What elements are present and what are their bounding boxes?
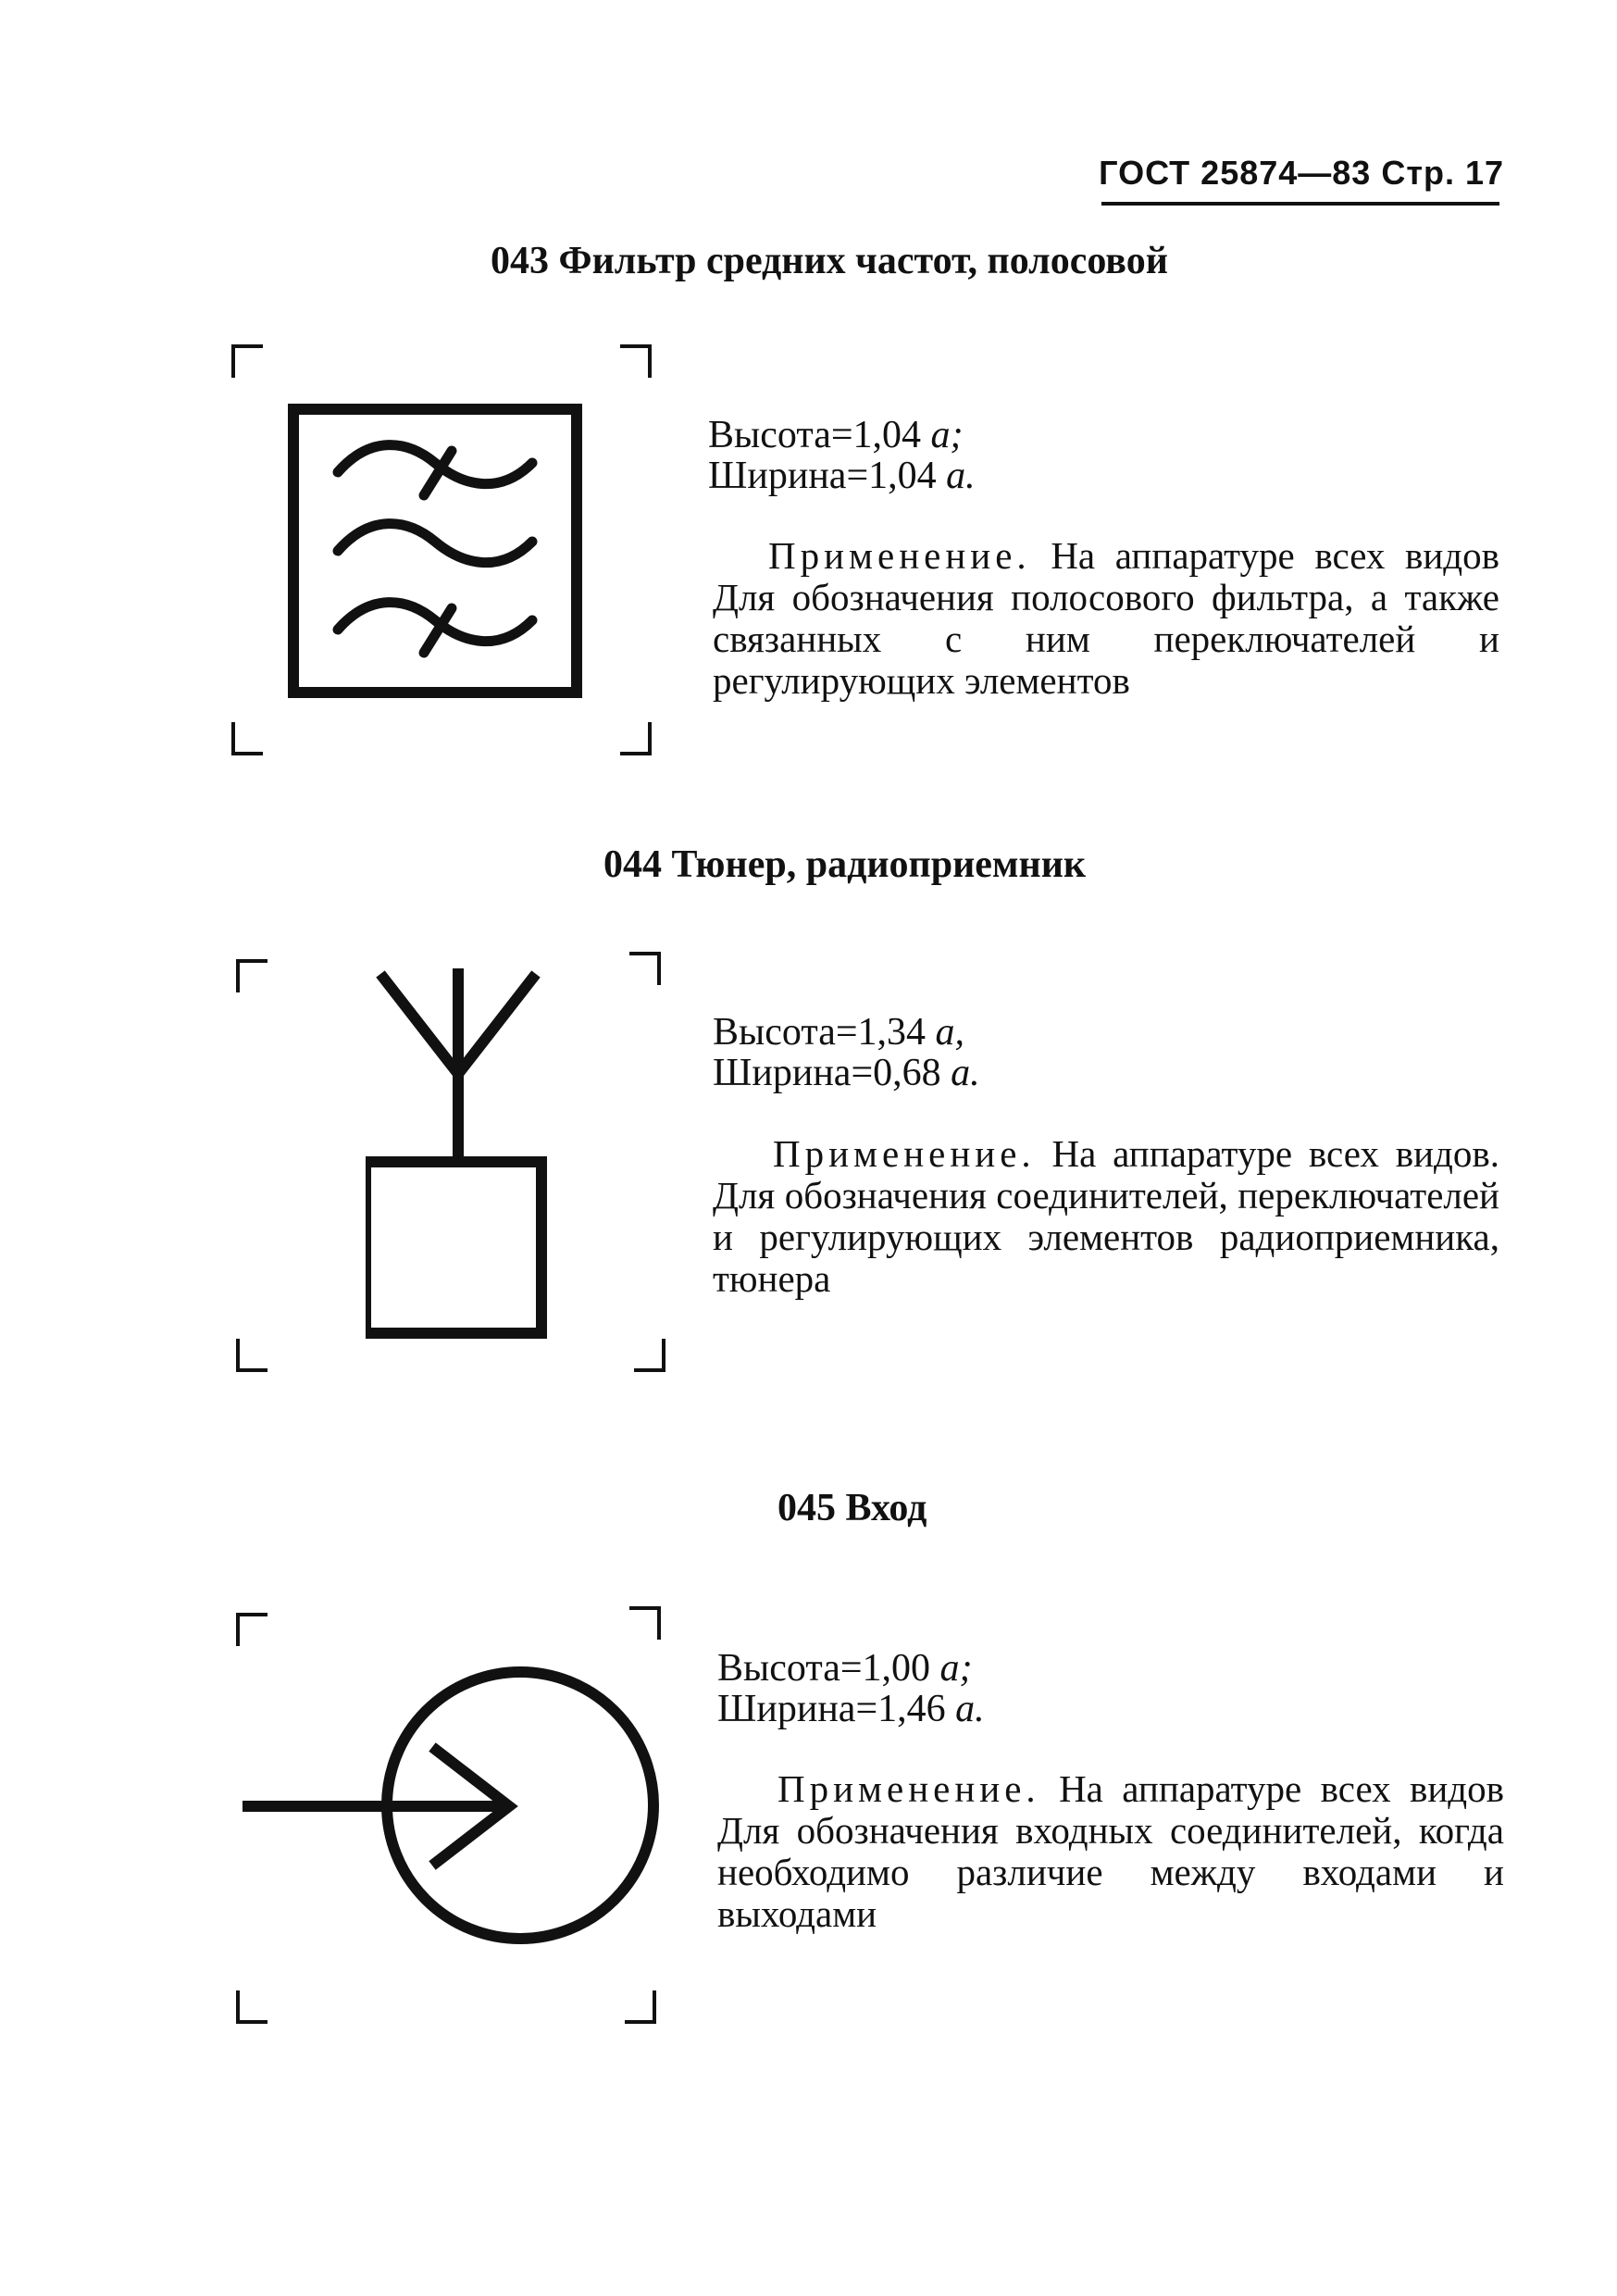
param-unit: a; xyxy=(939,1647,973,1690)
param-unit: a. xyxy=(955,1688,985,1730)
height-param-043: Высота=1,04 a; xyxy=(708,414,964,456)
crop-mark-top-right xyxy=(620,344,652,378)
bandpass-filter-icon xyxy=(278,393,592,708)
height-param-044: Высота=1,34 a, xyxy=(713,1011,965,1054)
param-label: Ширина xyxy=(717,1688,856,1730)
param-label: Ширина xyxy=(713,1052,852,1094)
param-label: Высота xyxy=(717,1647,840,1690)
usage-label: Применение. xyxy=(768,534,1031,577)
width-param-043: Ширина=1,04 a. xyxy=(708,455,976,497)
crop-mark-top-right xyxy=(629,1606,661,1640)
usage-text-043 xyxy=(713,535,1499,702)
param-unit: a. xyxy=(951,1052,980,1094)
param-label: Ширина xyxy=(708,455,847,497)
usage-body: На аппаратуре всех видов Для обозначения полосового фильтра, а также связанных с ним переключателей и регулирующих элементов xyxy=(713,534,1500,702)
param-value: 0,68 xyxy=(873,1052,941,1094)
crop-mark-bottom-left xyxy=(236,1990,267,2024)
usage-label: Применение. xyxy=(773,1132,1036,1175)
crop-mark-bottom-right xyxy=(625,1990,656,2024)
crop-mark-bottom-right xyxy=(620,722,652,755)
crop-mark-top-right xyxy=(629,952,661,985)
usage-body: На аппаратуре всех видов Для обозначения входных соединителей, когда необходимо различие между входами и выходами xyxy=(717,1767,1505,1935)
crop-mark-bottom-left xyxy=(236,1339,267,1372)
param-value: 1,04 xyxy=(852,414,922,456)
section-title-045: 045 Вход xyxy=(777,1487,927,1529)
width-param-044: Ширина=0,68 a. xyxy=(713,1052,980,1094)
param-value: 1,04 xyxy=(868,455,937,497)
usage-body: На аппаратуре всех видов. Для обозначения соединителей, переключателей и регулирующих элементов радиоприемника, тюнера xyxy=(713,1132,1500,1300)
param-unit: a, xyxy=(935,1011,965,1054)
usage-text-044 xyxy=(713,1133,1499,1300)
param-unit: a. xyxy=(946,455,976,497)
section-title-043: 043 Фильтр средних частот, полосовой xyxy=(491,240,1168,282)
tuner-antenna-icon xyxy=(366,963,551,1347)
crop-mark-bottom-left xyxy=(231,722,263,755)
input-arrow-icon xyxy=(243,1653,668,1958)
height-param-045: Высота=1,00 a; xyxy=(717,1647,973,1690)
header-rule xyxy=(1101,202,1499,206)
param-label: Высота xyxy=(713,1011,836,1054)
param-unit: a; xyxy=(930,414,964,456)
param-value: 1,00 xyxy=(862,1647,931,1690)
param-value: 1,46 xyxy=(877,1688,946,1730)
usage-label: Применение. xyxy=(777,1767,1040,1810)
param-label: Высота xyxy=(708,414,831,456)
crop-mark-top-left xyxy=(236,959,267,992)
crop-mark-top-left xyxy=(231,344,263,378)
section-title-044: 044 Тюнер, радиоприемник xyxy=(603,843,1087,886)
usage-text-045 xyxy=(717,1768,1504,1935)
param-value: 1,34 xyxy=(857,1011,927,1054)
width-param-045: Ширина=1,46 a. xyxy=(717,1688,985,1730)
running-head: ГОСТ 25874—83 Стр. 17 xyxy=(1099,154,1504,192)
crop-mark-bottom-right xyxy=(634,1339,665,1372)
crop-mark-top-left xyxy=(236,1613,267,1646)
